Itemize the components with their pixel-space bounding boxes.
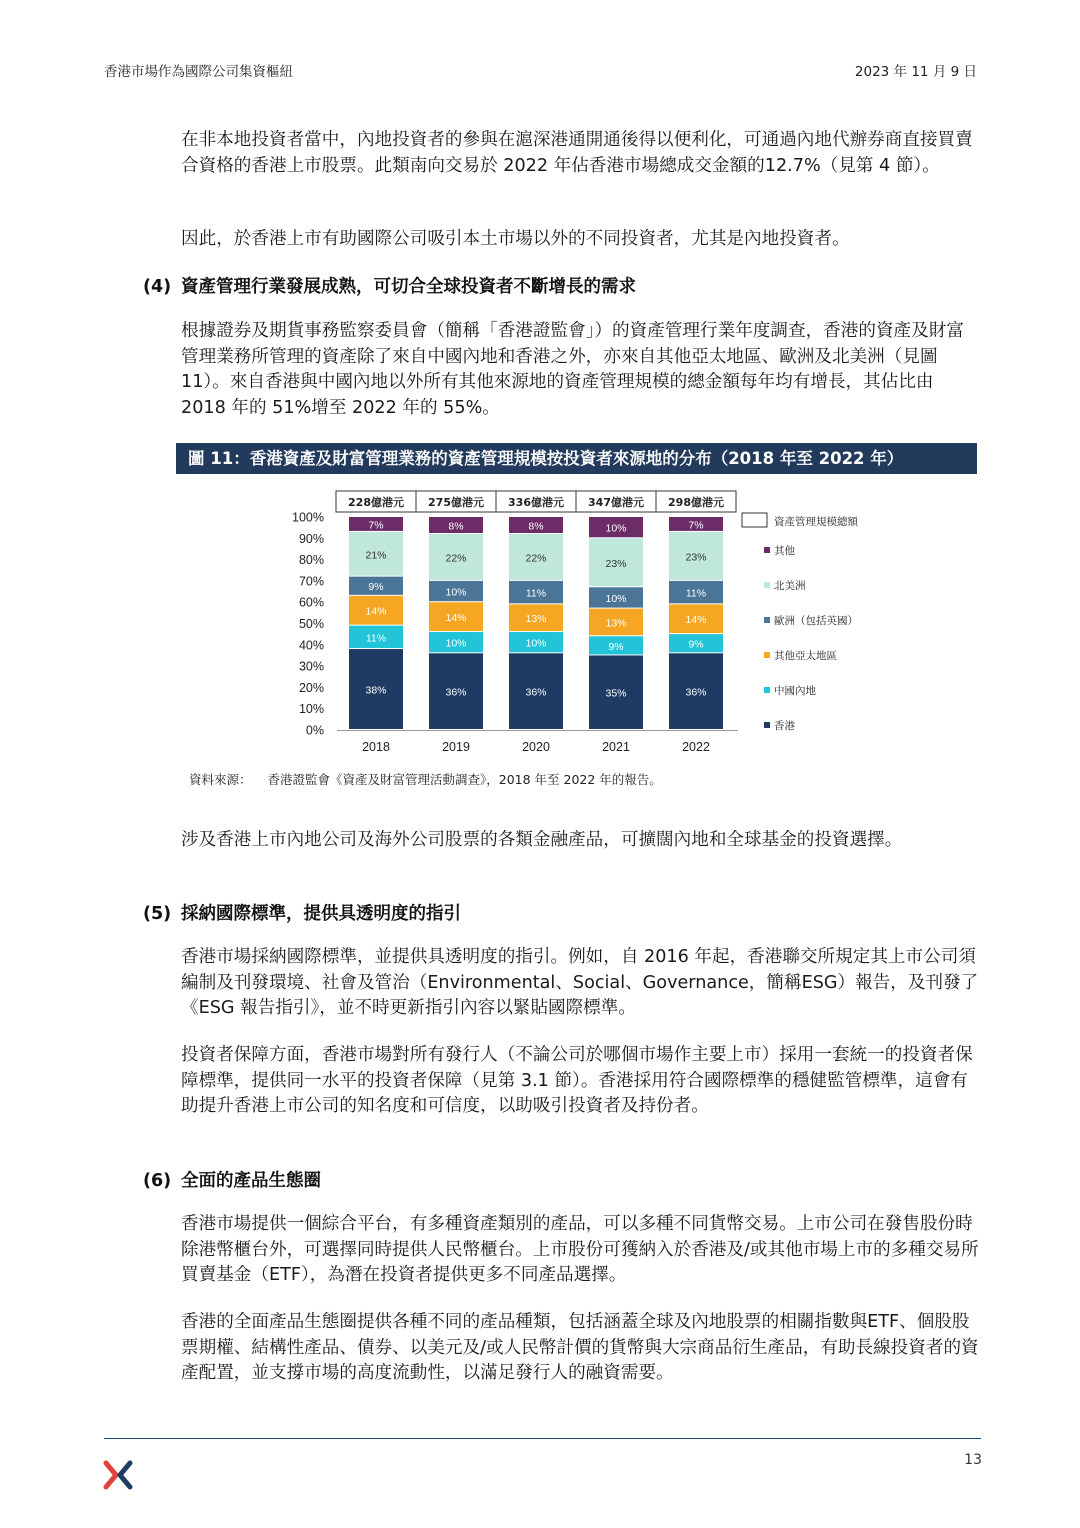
y-tick-label: 30% [298,659,324,674]
data-label: 14% [685,614,707,627]
data-label: 10% [445,637,467,650]
paragraph-financial-products: 涉及香港上市內地公司及海外公司股票的各類金融產品，可擴闊內地和全球基金的投資選擇。 [181,830,903,850]
x-tick-label: 2018 [362,740,390,754]
section-title: 全面的產品生態圈 [181,1171,321,1191]
section-heading-6 [143,1167,321,1192]
total-label: 298億港元 [668,496,724,509]
y-tick-label: 10% [298,702,324,717]
data-label: 11% [365,632,387,645]
legend-swatch [764,687,770,693]
section-title: 資產管理行業發展成熟，可切合全球投資者不斷增長的需求 [181,277,636,297]
data-label: 14% [365,605,387,618]
legend-label: 其他亞太地區 [774,650,837,662]
data-label: 11% [525,587,547,600]
paragraph-platform: 香港市場提供一個綜合平台，有多種資產類別的產品，可以多種不同貨幣交易。上市公司在發售股份時除港幣櫃台外，可選擇同時提供人民幣櫃台。上市股份可獲納入於香港及/或其他市場上市的多種交易所買賣基金（ETF），為潛在投資者提供更多不同產品選擇。 [181,1214,979,1286]
legend-label: 其他 [774,545,795,557]
data-label: 13% [605,617,627,630]
legend-total-label: 資產管理規模總額 [774,516,858,528]
paragraph-esg: 香港市場採納國際標準，並提供具透明度的指引。例如，自 2016 年起，香港聯交所規定其上市公司須編制及刊發環境、社會及管治（Environmental、Social、Governance，簡稱ESG）報告，及刊發了《ESG 報告指引》，並不時更新指引內容以緊貼國際標準。 [181,947,979,1019]
x-tick-label: 2019 [442,740,470,754]
figure-title: 圖 11：香港資產及財富管理業務的資產管理規模按投資者來源地的分布（2018 年至 2022 年） [176,443,977,474]
data-label: 35% [605,687,627,700]
total-label: 228億港元 [348,496,404,509]
data-label: 22% [525,552,547,565]
total-label: 347億港元 [588,496,644,509]
data-label: 21% [365,549,387,562]
y-tick-label: 20% [298,680,324,695]
data-label: 36% [445,686,467,699]
legend-swatch [764,652,770,658]
data-label: 22% [445,552,467,565]
legend-swatch [764,582,770,588]
paragraph-conclusion: 因此，於香港上市有助國際公司吸引本土市場以外的不同投資者，尤其是內地投資者。 [181,229,850,249]
data-label: 23% [685,551,707,564]
section-number: (6) [143,1171,172,1191]
x-tick-label: 2022 [682,740,710,754]
legend-label: 中國內地 [774,685,816,697]
data-label: 9% [368,581,384,594]
header-title: 香港市場作為國際公司集資樞紐 [104,64,293,80]
data-label: 10% [605,592,627,605]
data-label: 7% [368,519,384,532]
figure-source [189,770,662,788]
y-tick-label: 80% [298,553,324,568]
section-heading-5 [143,900,461,925]
data-label: 38% [365,684,387,697]
data-label: 9% [608,640,624,653]
paragraph-ecosystem: 香港的全面產品生態圈提供各種不同的產品種類，包括涵蓋全球及內地股票的相關指數與ETF、個股股票期權、結構性產品、債券、以美元及/或人民幣計價的貨幣與大宗商品衍生產品，有助長線投資者的資產配置，並支撐市場的高度流動性，以滿足發行人的融資需要。 [181,1312,979,1384]
y-tick-label: 40% [298,638,324,653]
x-tick-label: 2020 [522,740,550,754]
y-tick-label: 90% [298,531,324,546]
legend-label: 香港 [774,720,795,732]
data-label: 13% [525,613,547,626]
source-label: 資料來源： [189,772,252,787]
y-tick-label: 70% [298,574,324,589]
data-label: 7% [688,519,704,532]
source-text: 香港證監會《資產及財富管理活動調查》，2018 年至 2022 年的報告。 [267,772,662,787]
data-label: 36% [685,686,707,699]
paragraph-southbound: 在非本地投資者當中，內地投資者的參與在滬深港通開通後得以便利化，可通過內地代辦券商直接買賣合資格的香港上市股票。此類南向交易於 2022 年佔香港市場總成交金額的12.7%（見第 4 節）。 [181,130,973,176]
data-label: 23% [605,557,627,570]
header-date: 2023 年 11 月 9 日 [854,64,977,80]
data-label: 10% [605,522,627,535]
section-heading-4 [143,273,636,298]
y-tick-label: 50% [298,617,324,631]
section-number: (4) [143,277,172,297]
paragraph-investor-protection: 投資者保障方面，香港市場對所有發行人（不論公司於哪個市場作主要上市）採用一套統一的投資者保障標準，提供同一水平的投資者保障（見第 3.1 節）。香港採用符合國際標準的穩健監管標準，這會有助提升香港上市公司的知名度和可信度，以助吸引投資者及持份者。 [181,1045,973,1117]
section-title: 採納國際標準，提供具透明度的指引 [181,904,461,924]
total-label: 275億港元 [428,496,484,509]
section-number: (5) [143,904,172,924]
hkex-logo-icon [103,1460,133,1490]
data-label: 10% [445,586,467,599]
data-label: 10% [525,637,547,650]
stacked-bar-chart [280,486,920,761]
data-label: 9% [688,638,704,651]
x-tick-label: 2021 [602,740,630,754]
y-tick-label: 60% [298,595,324,610]
legend-swatch [764,617,770,623]
data-label: 14% [445,612,467,625]
legend-swatch [764,722,770,728]
legend-total-swatch [742,513,767,527]
data-label: 8% [528,520,544,533]
data-label: 36% [525,686,547,699]
y-tick-label: 100% [292,510,324,525]
legend-label: 北美洲 [774,580,806,592]
y-tick-label: 0% [305,723,324,738]
legend-swatch [764,547,770,553]
data-label: 11% [685,587,707,600]
legend-label: 歐洲（包括英國） [774,615,858,627]
footer-rule [104,1438,981,1439]
data-label: 8% [448,520,464,533]
total-label: 336億港元 [508,496,564,509]
paragraph-asset-management: 根據證券及期貨事務監察委員會（簡稱「香港證監會」）的資產管理行業年度調查，香港的資產及財富管理業務所管理的資產除了來自中國內地和香港之外，亦來自其他亞太地區、歐洲及北美洲（見圖 11）。來自香港與中國內地以外所有其他來源地的資產管理規模的總金額每年均有增長，其佔比由 2018 年的 51%增至 2022 年的 55%。 [181,321,964,418]
page-number: 13 [964,1452,982,1468]
